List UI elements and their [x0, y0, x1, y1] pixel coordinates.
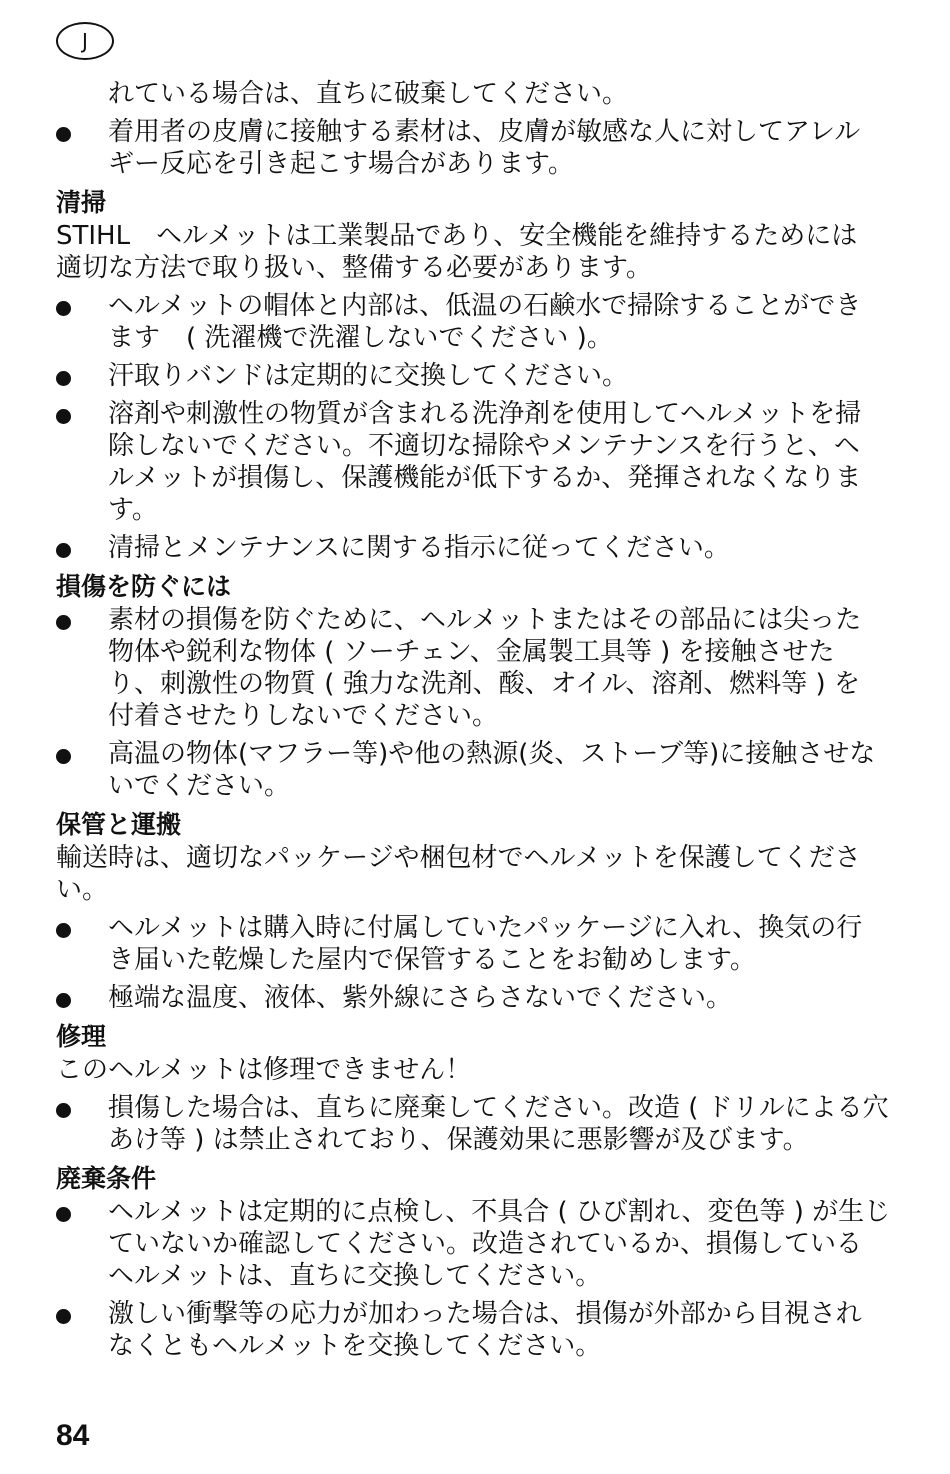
text-line: 輸送時は、適切なパッケージや梱包材でヘルメットを保護してくださ [56, 843, 861, 873]
bullet-dot-icon [56, 127, 71, 142]
section-heading: 廃棄条件 [56, 1164, 157, 1193]
section-heading: 修理 [56, 1022, 107, 1051]
bullet-dot-icon [56, 1103, 71, 1118]
text-line: 激しい衝撃等の応力が加わった場合は、損傷が外部から目視され [108, 1299, 862, 1329]
text-line: なくともヘルメットを交換してください。 [108, 1331, 602, 1361]
bullet-item [56, 1298, 946, 1362]
text-line: す。 [108, 495, 158, 525]
bullet-dot-icon [56, 1207, 71, 1222]
section [56, 1022, 946, 1156]
bullet-item [56, 532, 946, 564]
text-line: ます ( 洗濯機で洗濯しないでください )。 [108, 323, 613, 353]
continued-text [56, 78, 946, 110]
bullet-item [56, 116, 946, 180]
bullet-item [56, 604, 946, 732]
text-line: あけ等 ) は禁止されており、保護効果に悪影響が及びます。 [108, 1125, 809, 1155]
bullet-dot-icon [56, 409, 71, 424]
text-line: 汗取りバンドは定期的に交換してください。 [108, 361, 629, 391]
section [56, 810, 946, 1014]
text-line: ヘルメットは定期的に点検し、不具合 ( ひび割れ、変色等 ) が生じ [108, 1197, 891, 1227]
text-line: 物体や鋭利な物体 ( ソーチェン、金属製工具等 ) を接触させた [108, 637, 835, 667]
bullet-item [56, 912, 946, 976]
text-line: 適切な方法で取り扱い、整備する必要があります。 [56, 253, 652, 283]
bullet-item [56, 360, 946, 392]
section [56, 572, 946, 802]
section-heading: 損傷を防ぐには [56, 572, 232, 601]
text-line: STIHL ヘルメットは工業製品であり、安全機能を維持するためには [56, 221, 858, 251]
section [56, 188, 946, 564]
text-line: き届いた乾燥した屋内で保管することをお勧めします。 [108, 945, 756, 975]
text-line: いでください。 [108, 771, 291, 801]
bullet-item [56, 398, 946, 526]
text-line: このヘルメットは修理できません！ [56, 1055, 472, 1085]
text-line: い。 [56, 875, 109, 905]
bullet-item [56, 1196, 946, 1292]
bullet-dot-icon [56, 749, 71, 764]
section-paragraph [56, 220, 946, 284]
page-content [56, 78, 946, 1368]
text-line: 除しないでください。不適切な掃除やメンテナンスを行うと、ヘ [108, 431, 860, 461]
section [56, 1164, 946, 1362]
section [56, 78, 946, 180]
text-line: 溶剤や刺激性の物質が含まれる洗浄剤を使用してヘルメットを掃 [108, 399, 862, 429]
page-number: 84 [56, 1419, 90, 1452]
text-line: ギー反応を引き起こす場合があります。 [108, 149, 574, 179]
text-line: 着用者の皮膚に接触する素材は、皮膚が敏感な人に対してアレル [108, 117, 861, 147]
text-line: 高温の物体(マフラー等)や他の熱源(炎、ストーブ等)に接触させな [108, 739, 876, 769]
section-paragraph [56, 842, 946, 906]
bullet-item [56, 738, 946, 802]
text-line: 清掃とメンテナンスに関する指示に従ってください。 [108, 533, 730, 563]
section-heading: 保管と運搬 [56, 810, 182, 839]
section-paragraph [56, 1054, 946, 1086]
bullet-item [56, 290, 946, 354]
section-heading: 清掃 [56, 188, 107, 217]
text-line: れている場合は、直ちに破棄してください。 [108, 79, 629, 109]
bullet-dot-icon [56, 543, 71, 558]
text-line: 付着させたりしないでください。 [108, 701, 499, 731]
bullet-dot-icon [56, 301, 71, 316]
bullet-dot-icon [56, 923, 71, 938]
text-line: 損傷した場合は、直ちに廃棄してください。改造 ( ドリルによる穴 [108, 1093, 889, 1123]
text-line: ルメットが損傷し、保護機能が低下するか、発揮されなくなりま [108, 463, 862, 493]
text-line: ヘルメットの帽体と内部は、低温の石鹸水で掃除することができ [108, 291, 862, 321]
text-line: 素材の損傷を防ぐために、ヘルメットまたはその部品には尖った [108, 605, 862, 635]
bullet-dot-icon [56, 993, 71, 1008]
text-line: ていないか確認してください。改造されているか、損傷している [108, 1229, 863, 1259]
text-line: ヘルメットは、直ちに交換してください。 [108, 1261, 602, 1291]
text-line: ヘルメットは購入時に付属していたパッケージに入れ、換気の行 [108, 913, 863, 943]
bullet-dot-icon [56, 1309, 71, 1324]
text-line: り、刺激性の物質 ( 強力な洗剤、酸、オイル、溶剤、燃料等 ) を [108, 669, 860, 699]
text-line: 極端な温度、液体、紫外線にさらさないでください。 [108, 983, 733, 1013]
bullet-dot-icon [56, 615, 71, 630]
bullet-item [56, 982, 946, 1014]
bullet-item [56, 1092, 946, 1156]
language-badge: J [56, 22, 114, 60]
bullet-dot-icon [56, 371, 71, 386]
